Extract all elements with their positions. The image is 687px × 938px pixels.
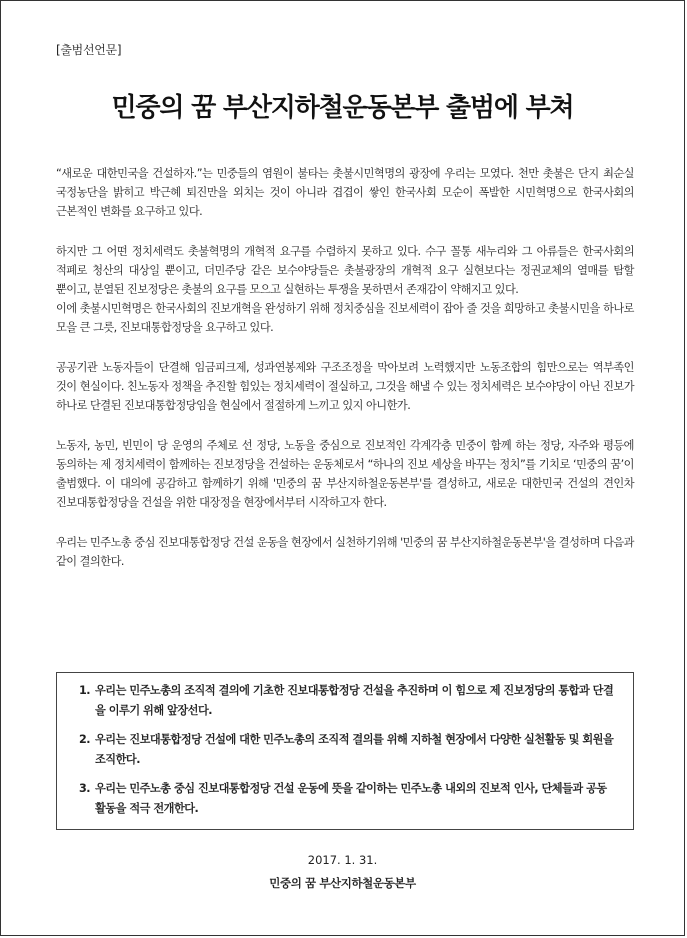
resolution-number: 1. bbox=[79, 684, 91, 697]
paragraph-launch: 노동자, 농민, 빈민이 당 운영의 주체로 선 정당, 노동을 중심으로 진보적인 각계각층 민중이 함께 하는 정당, 자주와 평등에 동의하는 제 정치세력이 함께하는 진보정당을 건설하는 운동체로서 “하나의 진보 세상을 바꾸는 정치”를 기치로 ‘민중의 꿈’이 출범했다. 이 대의에 공감하고 함께하기 위해 '민중의 꿈 부산지하철운동본부'를 결성하고, 새로운 대한민국 건설의 견인차 진보대통합정당을 건설을 위한 대장정을 현장에서부터 시작하고자 한다. bbox=[56, 439, 634, 509]
document-tag: [출범선언문] bbox=[56, 43, 122, 57]
declaration-body bbox=[56, 164, 634, 571]
resolution-item bbox=[79, 681, 619, 721]
paragraph-candlelight-demand: 이에 촛불시민혁명은 한국사회의 진보개혁을 완성하기 위해 정치중심을 진보세력이 잡아 줄 것을 희망하고 촛불시민을 하나로 모을 큰 그릇, 진보대통합정당을 요구하고 있다. bbox=[56, 302, 634, 334]
resolution-item bbox=[79, 730, 619, 770]
paragraph-resolve: 우리는 민주노총 중심 진보대통합정당 건설 운동을 현장에서 실천하기위해 '민중의 꿈 부산지하철운동본부'을 결성하며 다음과 같이 결의한다. bbox=[56, 536, 634, 568]
page-title: 민중의 꿈 부산지하철운동본부 출범에 부쳐 bbox=[111, 93, 574, 123]
paragraph-political-forces: 하지만 그 어떤 정치세력도 촛불혁명의 개혁적 요구를 수렴하지 못하고 있다. 수구 꼴통 새누리와 그 아류들은 한국사회의 적폐로 청산의 대상일 뿐이고, 더민주당 같은 보수야당들은 촛불광장의 개혁적 요구 실현보다는 정권교체의 열매를 탐할 뿐이고, 분열된 진보정당은 촛불의 요구를 모으고 실현하는 투쟁을 못하면서 존재감이 약해지고 있다. bbox=[56, 245, 634, 296]
paragraph-intro: “새로운 대한민국을 건설하자.”는 민중들의 염원이 불타는 촛불시민혁명의 광장에 우리는 모였다. 천만 촛불은 단지 최순실 국정농단을 밝히고 박근혜 퇴진만을 외치는 것이 아니라 겹겹이 쌓인 한국사회 모순이 폭발한 시민혁명으로 한국사회의 근본적인 변화를 요구하고 있다. bbox=[56, 167, 634, 218]
resolution-text: 우리는 민주노총 중심 진보대통합정당 건설 운동에 뜻을 같이하는 민주노총 내외의 진보적 인사, 단체들과 공동 활동을 적극 전개한다. bbox=[95, 782, 607, 815]
resolutions-box bbox=[56, 672, 634, 830]
resolution-text: 우리는 진보대통합정당 건설에 대한 민주노총의 조직적 결의를 위해 지하철 현장에서 다양한 실천활동 및 회원을 조직한다. bbox=[95, 733, 614, 766]
resolution-item bbox=[79, 779, 619, 819]
declaration-date: 2017. 1. 31. bbox=[307, 853, 378, 867]
resolution-number: 3. bbox=[79, 782, 91, 795]
resolution-text: 우리는 민주노총의 조직적 결의에 기초한 진보대통합정당 건설을 추진하며 이 힘으로 제 진보정당의 통합과 단결을 이루기 위해 앞장선다. bbox=[95, 684, 614, 717]
paragraph-public-workers: 공공기관 노동자들이 단결해 임금피크제, 성과연봉제와 구조조정을 막아보려 노력했지만 노동조합의 힘만으로는 역부족인 것이 현실이다. 친노동자 정책을 추진할 힘있는 정치세력이 절실하고, 그것을 해낼 수 있는 정치세력은 보수야당이 아닌 진보가 하나로 단결된 진보대통합정당임을 현실에서 절절하게 느끼고 있지 아니한가. bbox=[56, 361, 634, 412]
signer-name: 민중의 꿈 부산지하철운동본부 bbox=[269, 876, 416, 890]
resolution-number: 2. bbox=[79, 733, 91, 746]
